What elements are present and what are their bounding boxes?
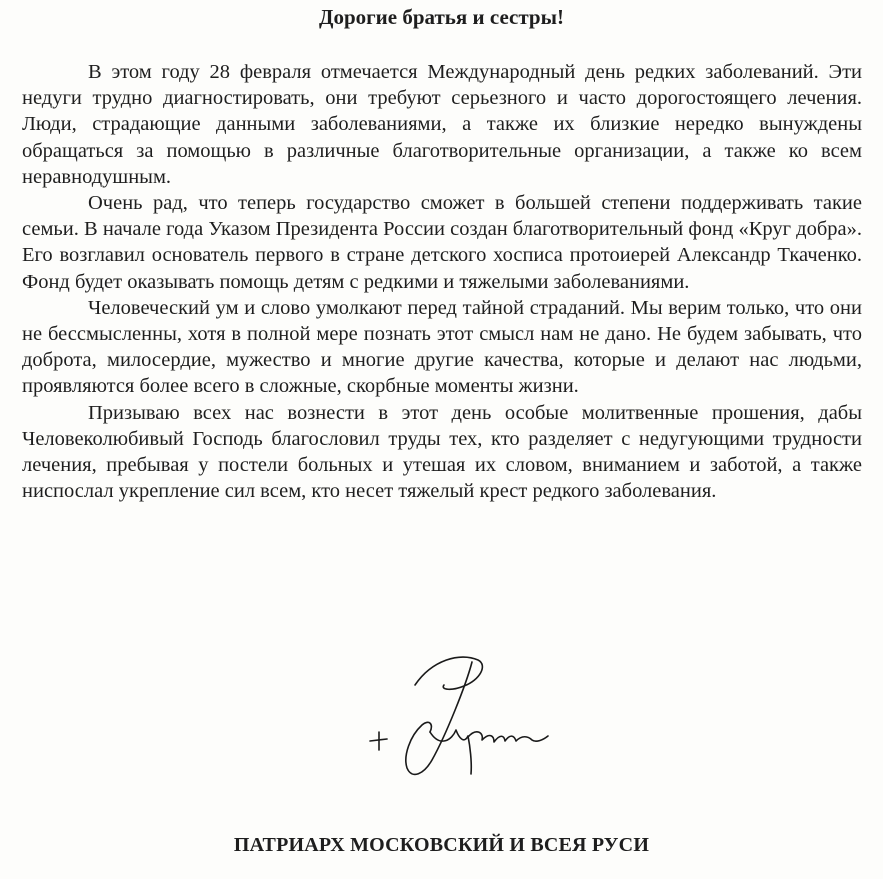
signature-loop-stroke — [406, 662, 472, 774]
signatory-title: ПАТРИАРХ МОСКОВСКИЙ И ВСЕЯ РУСИ — [233, 834, 650, 856]
letter-paragraph-2: Очень рад, что теперь государство сможет в большей степени поддерживать такие семьи. В начале года Указом Президента России создан благотворительный фонд «Круг добра». Его возглавил основатель первого в стране детского хосписа протоиерей Александр Ткаченко. Фонд будет оказывать помощь детям с редкими и тяжелыми заболеваниями. — [22, 192, 862, 293]
signature-cursive-stroke — [468, 732, 548, 742]
handwritten-signature — [360, 640, 560, 790]
signature-text — [360, 790, 361, 791]
letter-paragraph-3: Человеческий ум и слово умолкают перед тайной страданий. Мы верим только, что они не бессмысленны, хотя в полной мере познать этот смысл нам не дано. Не будем забывать, что доброта, милосердие, мужество и многие другие качества, которые и делают нас людьми, проявляются более всего в сложные, скорбные моменты жизни. — [22, 296, 862, 398]
signature-drawing — [360, 640, 560, 790]
letter-body — [22, 59, 862, 504]
letter-paragraph-4: Призываю всех нас вознести в этот день особые молитвенные прошения, дабы Человеколюбивый Господь благословил труды тех, кто разделяет с недугующими трудности лечения, пребывая у постели больных и утешая их словом, вниманием и заботой, а также ниспослал укрепление сил всем, кто несет тяжелый крест редкого заболевания. — [22, 401, 862, 503]
letter-greeting-heading: Дорогие братья и сестры! — [319, 5, 564, 29]
letter-paragraph-1: В этом году 28 февраля отмечается Международный день редких заболеваний. Эти недуги трудно диагностировать, они требуют серьезного и часто дорогостоящего лечения. Люди, страдающие данными заболеваниями, а также их близкие нередко вынуждены обращаться за помощью в различные благотворительные организации, а также ко всем неравнодушным. — [22, 61, 862, 188]
